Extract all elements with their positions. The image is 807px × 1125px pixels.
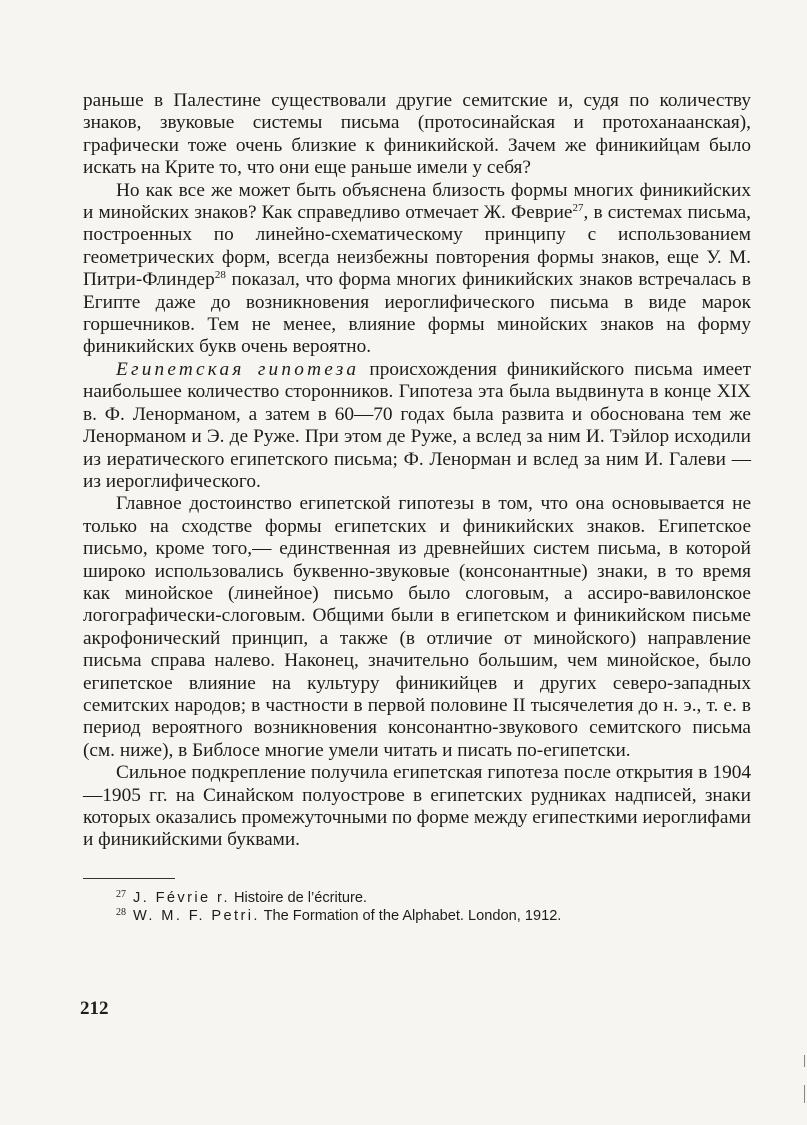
footnote-author: J. Févrie r. (133, 889, 230, 906)
body-text (83, 90, 751, 852)
scan-edge-mark (804, 1055, 805, 1067)
footnote-number: 27 (116, 888, 126, 900)
footnotes (83, 889, 751, 925)
paragraph-1: раньше в Палестине существовали другие семитские и, судя по количеству знаков, звуковые системы письма (протосинайская и протоханаанская), графически тоже очень близкие к финикийской. Зачем же финикийцам было искать на Крите то, что они еще раньше имели у себя? (83, 90, 751, 179)
paragraph-5: Сильное подкрепление получила египетская гипотеза после открытия в 1904—1905 гг. на Синайском полуострове в египетских рудниках надписей, знаки которых оказались промежуточными по форме между египесткими иероглифами и финикийскими буквами. (83, 762, 751, 851)
paragraph-2 (83, 180, 751, 359)
page-number: 212 (80, 998, 109, 1019)
footnote-28 (83, 907, 751, 925)
paragraph-4: Главное достоинство египетской гипотезы в том, что она основывается не только на сходстве формы египетских и финикийских знаков. Египетское письмо, кроме того,— единственная из древнейших систем письма, в которой широко использовались буквенно-звуковые (консонантные) знаки, в то время как минойское (линейное) письмо было слоговым, а ассиро-вавилонское логографически-слоговым. Общими были в египетском и финикийском письме акрофонический принцип, а также (в отличие от минойского) направление письма справа налево. Наконец, значительно большим, чем минойское, было египетское влияние на культуру финикийцев и других северо-западных семитских народов; в частности в первой половине II тысячелетия до н. э., т. е. в период вероятного возникновения консонантно-звукового семитского письма (см. ниже), в Библосе многие умели читать и писать по-египетски. (83, 493, 751, 761)
footnote-text: The Formation of the Alphabet. London, 1912. (259, 907, 562, 924)
footnote-separator (83, 878, 175, 879)
footnote-27 (83, 889, 751, 907)
footnote-ref-27: 27 (572, 202, 584, 215)
page-content (83, 90, 751, 925)
footnote-number: 28 (116, 906, 126, 918)
spaced-term: Египетская гипотеза (116, 358, 360, 380)
scan-edge-mark (804, 1085, 805, 1103)
paragraph-3-rest: происхождения финикийского письма имеет наибольшее количество сторонников. Гипотеза эта была выдвинута в конце XIX в. Ф. Ленорманом, а затем в 60—70 годах была развита и обоснована тем же Ленорманом и Э. де Руже. При этом де Руже, а вслед за ним И. Тэйлор исходили из иератического египетского письма; Ф. Ленорман и вслед за ним И. Галеви — из иероглифического. (83, 358, 751, 492)
footnote-author: W. M. F. Petri. (133, 907, 260, 924)
paragraph-3 (83, 359, 751, 493)
paragraph-2-part-3: показал, что форма многих финикийских знаков встречалась в Египте даже до возникновения иероглифического письма в виде марок горшечников. Тем не менее, влияние формы минойских знаков на форму финикийских букв очень вероятно. (83, 269, 751, 358)
footnote-text: Histoire de l’écriture. (229, 889, 367, 906)
paragraph-2-part-2: , в системах письма, построенных по линейно-схематическому принципу с использованием геометрических форм, всегда неизбежны повторения формы знаков, еще У. М. Питри-Флиндер (83, 202, 751, 291)
paragraph-2-part-1: Но как все же может быть объяснена близость формы многих финикийских и минойских знаков? Как справедливо отмечает Ж. Феврие (83, 179, 751, 224)
footnote-ref-28: 28 (214, 269, 226, 282)
